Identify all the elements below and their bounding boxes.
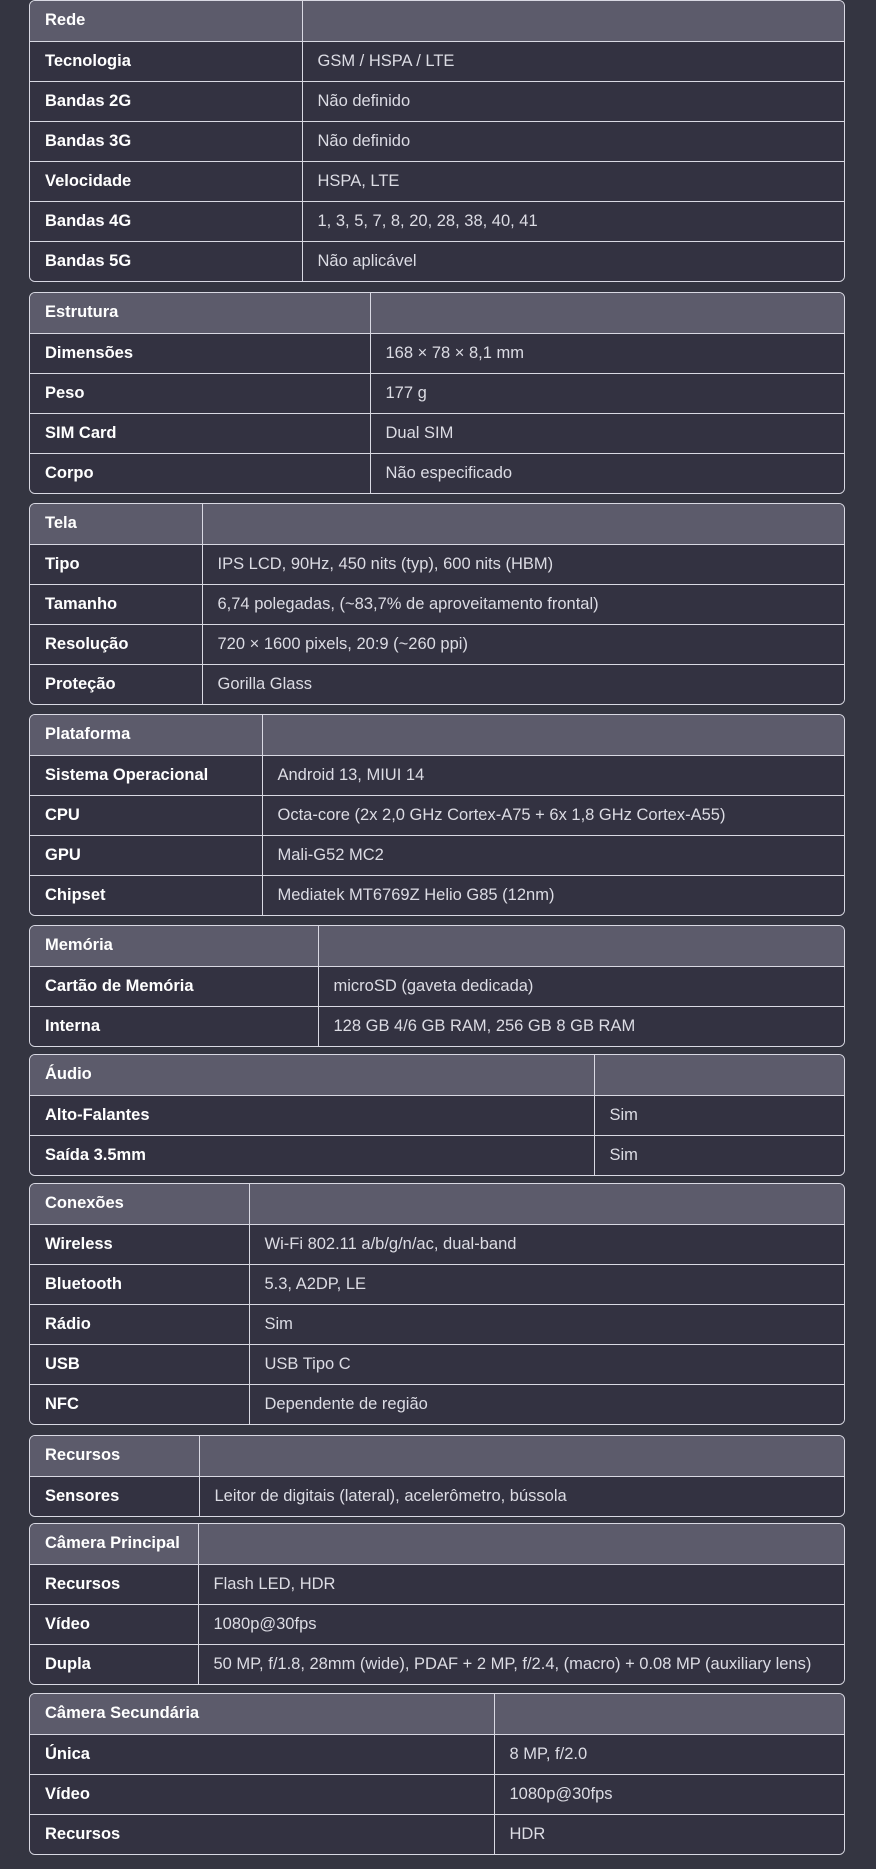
spec-label: Resolução — [30, 624, 202, 664]
section-header-empty-cell — [262, 715, 844, 755]
table-row — [30, 966, 844, 1006]
spec-table-audio — [29, 1054, 845, 1176]
table-header-row — [30, 1, 844, 41]
spec-value: 1080p@30fps — [198, 1604, 844, 1644]
spec-table-memoria — [29, 925, 845, 1047]
table-row — [30, 333, 844, 373]
spec-value: Dependente de região — [249, 1384, 844, 1424]
spec-label: Bandas 5G — [30, 241, 302, 281]
spec-table-grid — [30, 1, 844, 281]
section-title: Áudio — [30, 1055, 594, 1095]
spec-table-grid — [30, 1055, 844, 1175]
table-row — [30, 584, 844, 624]
table-header-row — [30, 1524, 844, 1564]
spec-label: Wireless — [30, 1224, 249, 1264]
table-row — [30, 1644, 844, 1684]
table-row — [30, 201, 844, 241]
spec-label: Bandas 3G — [30, 121, 302, 161]
spec-label: Vídeo — [30, 1774, 494, 1814]
section-header-empty-cell — [198, 1524, 844, 1564]
spec-value: Gorilla Glass — [202, 664, 844, 704]
spec-label: Tipo — [30, 544, 202, 584]
table-row — [30, 1264, 844, 1304]
spec-label: USB — [30, 1344, 249, 1384]
spec-label: NFC — [30, 1384, 249, 1424]
spec-table-grid — [30, 926, 844, 1046]
spec-table-grid — [30, 1184, 844, 1424]
spec-table-conexoes — [29, 1183, 845, 1425]
spec-label: Chipset — [30, 875, 262, 915]
spec-table-grid — [30, 1436, 844, 1516]
table-row — [30, 1814, 844, 1854]
table-row — [30, 795, 844, 835]
spec-value: Flash LED, HDR — [198, 1564, 844, 1604]
spec-table-plataforma — [29, 714, 845, 916]
table-row — [30, 1476, 844, 1516]
spec-value: Não definido — [302, 81, 844, 121]
table-header-row — [30, 1694, 844, 1734]
section-header-empty-cell — [202, 504, 844, 544]
table-row — [30, 81, 844, 121]
spec-value: Não definido — [302, 121, 844, 161]
spec-value: 6,74 polegadas, (~83,7% de aproveitamento frontal) — [202, 584, 844, 624]
spec-value: Mali-G52 MC2 — [262, 835, 844, 875]
section-header-empty-cell — [594, 1055, 844, 1095]
spec-label: Sistema Operacional — [30, 755, 262, 795]
table-header-row — [30, 715, 844, 755]
spec-label: Recursos — [30, 1564, 198, 1604]
spec-value: Dual SIM — [370, 413, 844, 453]
spec-label: Alto-Falantes — [30, 1095, 594, 1135]
spec-table-grid — [30, 504, 844, 704]
table-row — [30, 121, 844, 161]
table-header-row — [30, 1184, 844, 1224]
table-row — [30, 413, 844, 453]
table-row — [30, 1006, 844, 1046]
section-title: Conexões — [30, 1184, 249, 1224]
spec-value: Mediatek MT6769Z Helio G85 (12nm) — [262, 875, 844, 915]
section-header-empty-cell — [302, 1, 844, 41]
table-row — [30, 835, 844, 875]
table-row — [30, 1774, 844, 1814]
spec-value: Octa-core (2x 2,0 GHz Cortex-A75 + 6x 1,8 GHz Cortex-A55) — [262, 795, 844, 835]
spec-label: Dupla — [30, 1644, 198, 1684]
spec-table-rede — [29, 0, 845, 282]
spec-value: Android 13, MIUI 14 — [262, 755, 844, 795]
section-header-empty-cell — [249, 1184, 844, 1224]
spec-label: CPU — [30, 795, 262, 835]
table-row — [30, 875, 844, 915]
spec-table-grid — [30, 1694, 844, 1854]
spec-value: Não aplicável — [302, 241, 844, 281]
table-row — [30, 1734, 844, 1774]
table-row — [30, 241, 844, 281]
spec-value: USB Tipo C — [249, 1344, 844, 1384]
table-row — [30, 544, 844, 584]
spec-value: GSM / HSPA / LTE — [302, 41, 844, 81]
spec-label: GPU — [30, 835, 262, 875]
spec-value: Leitor de digitais (lateral), acelerômetro, bússola — [199, 1476, 844, 1516]
spec-label: Peso — [30, 373, 370, 413]
table-row — [30, 624, 844, 664]
spec-label: Saída 3.5mm — [30, 1135, 594, 1175]
spec-value: 1080p@30fps — [494, 1774, 844, 1814]
spec-label: Proteção — [30, 664, 202, 704]
spec-label: Recursos — [30, 1814, 494, 1854]
spec-label: Tamanho — [30, 584, 202, 624]
spec-value: 5.3, A2DP, LE — [249, 1264, 844, 1304]
spec-label: Tecnologia — [30, 41, 302, 81]
table-header-row — [30, 1055, 844, 1095]
spec-label: Sensores — [30, 1476, 199, 1516]
spec-value: HSPA, LTE — [302, 161, 844, 201]
spec-label: Bandas 4G — [30, 201, 302, 241]
table-row — [30, 1384, 844, 1424]
spec-value: 50 MP, f/1.8, 28mm (wide), PDAF + 2 MP, f/2.4, (macro) + 0.08 MP (auxiliary lens) — [198, 1644, 844, 1684]
spec-label: SIM Card — [30, 413, 370, 453]
spec-label: Corpo — [30, 453, 370, 493]
table-row — [30, 1344, 844, 1384]
table-row — [30, 41, 844, 81]
spec-value: 177 g — [370, 373, 844, 413]
spec-table-grid — [30, 715, 844, 915]
spec-table-estrutura — [29, 292, 845, 494]
table-row — [30, 373, 844, 413]
table-row — [30, 755, 844, 795]
table-row — [30, 1095, 844, 1135]
table-header-row — [30, 926, 844, 966]
spec-value: Sim — [594, 1135, 844, 1175]
spec-label: Única — [30, 1734, 494, 1774]
spec-table-grid — [30, 1524, 844, 1684]
spec-value: 720 × 1600 pixels, 20:9 (~260 ppi) — [202, 624, 844, 664]
section-title: Câmera Principal — [30, 1524, 198, 1564]
table-row — [30, 1604, 844, 1644]
section-title: Plataforma — [30, 715, 262, 755]
spec-value: 1, 3, 5, 7, 8, 20, 28, 38, 40, 41 — [302, 201, 844, 241]
spec-value: HDR — [494, 1814, 844, 1854]
spec-value: Wi-Fi 802.11 a/b/g/n/ac, dual-band — [249, 1224, 844, 1264]
spec-value: Sim — [249, 1304, 844, 1344]
spec-value: 168 × 78 × 8,1 mm — [370, 333, 844, 373]
table-row — [30, 1304, 844, 1344]
spec-label: Bandas 2G — [30, 81, 302, 121]
spec-value: 8 MP, f/2.0 — [494, 1734, 844, 1774]
spec-label: Interna — [30, 1006, 318, 1046]
section-header-empty-cell — [494, 1694, 844, 1734]
spec-table-camera-secundaria — [29, 1693, 845, 1855]
spec-label: Bluetooth — [30, 1264, 249, 1304]
section-header-empty-cell — [370, 293, 844, 333]
table-header-row — [30, 504, 844, 544]
spec-value: Não especificado — [370, 453, 844, 493]
spec-label: Rádio — [30, 1304, 249, 1344]
table-row — [30, 453, 844, 493]
spec-table-camera-principal — [29, 1523, 845, 1685]
spec-table-recursos — [29, 1435, 845, 1517]
spec-value: IPS LCD, 90Hz, 450 nits (typ), 600 nits (HBM) — [202, 544, 844, 584]
section-header-empty-cell — [199, 1436, 844, 1476]
table-row — [30, 161, 844, 201]
table-row — [30, 1564, 844, 1604]
table-row — [30, 664, 844, 704]
section-title: Memória — [30, 926, 318, 966]
spec-label: Dimensões — [30, 333, 370, 373]
spec-label: Cartão de Memória — [30, 966, 318, 1006]
spec-label: Vídeo — [30, 1604, 198, 1644]
table-header-row — [30, 1436, 844, 1476]
spec-table-grid — [30, 293, 844, 493]
table-row — [30, 1135, 844, 1175]
table-header-row — [30, 293, 844, 333]
section-title: Tela — [30, 504, 202, 544]
section-title: Recursos — [30, 1436, 199, 1476]
spec-label: Velocidade — [30, 161, 302, 201]
spec-table-tela — [29, 503, 845, 705]
spec-value: 128 GB 4/6 GB RAM, 256 GB 8 GB RAM — [318, 1006, 844, 1046]
section-title: Câmera Secundária — [30, 1694, 494, 1734]
section-header-empty-cell — [318, 926, 844, 966]
section-title: Estrutura — [30, 293, 370, 333]
spec-value: microSD (gaveta dedicada) — [318, 966, 844, 1006]
table-row — [30, 1224, 844, 1264]
spec-value: Sim — [594, 1095, 844, 1135]
section-title: Rede — [30, 1, 302, 41]
